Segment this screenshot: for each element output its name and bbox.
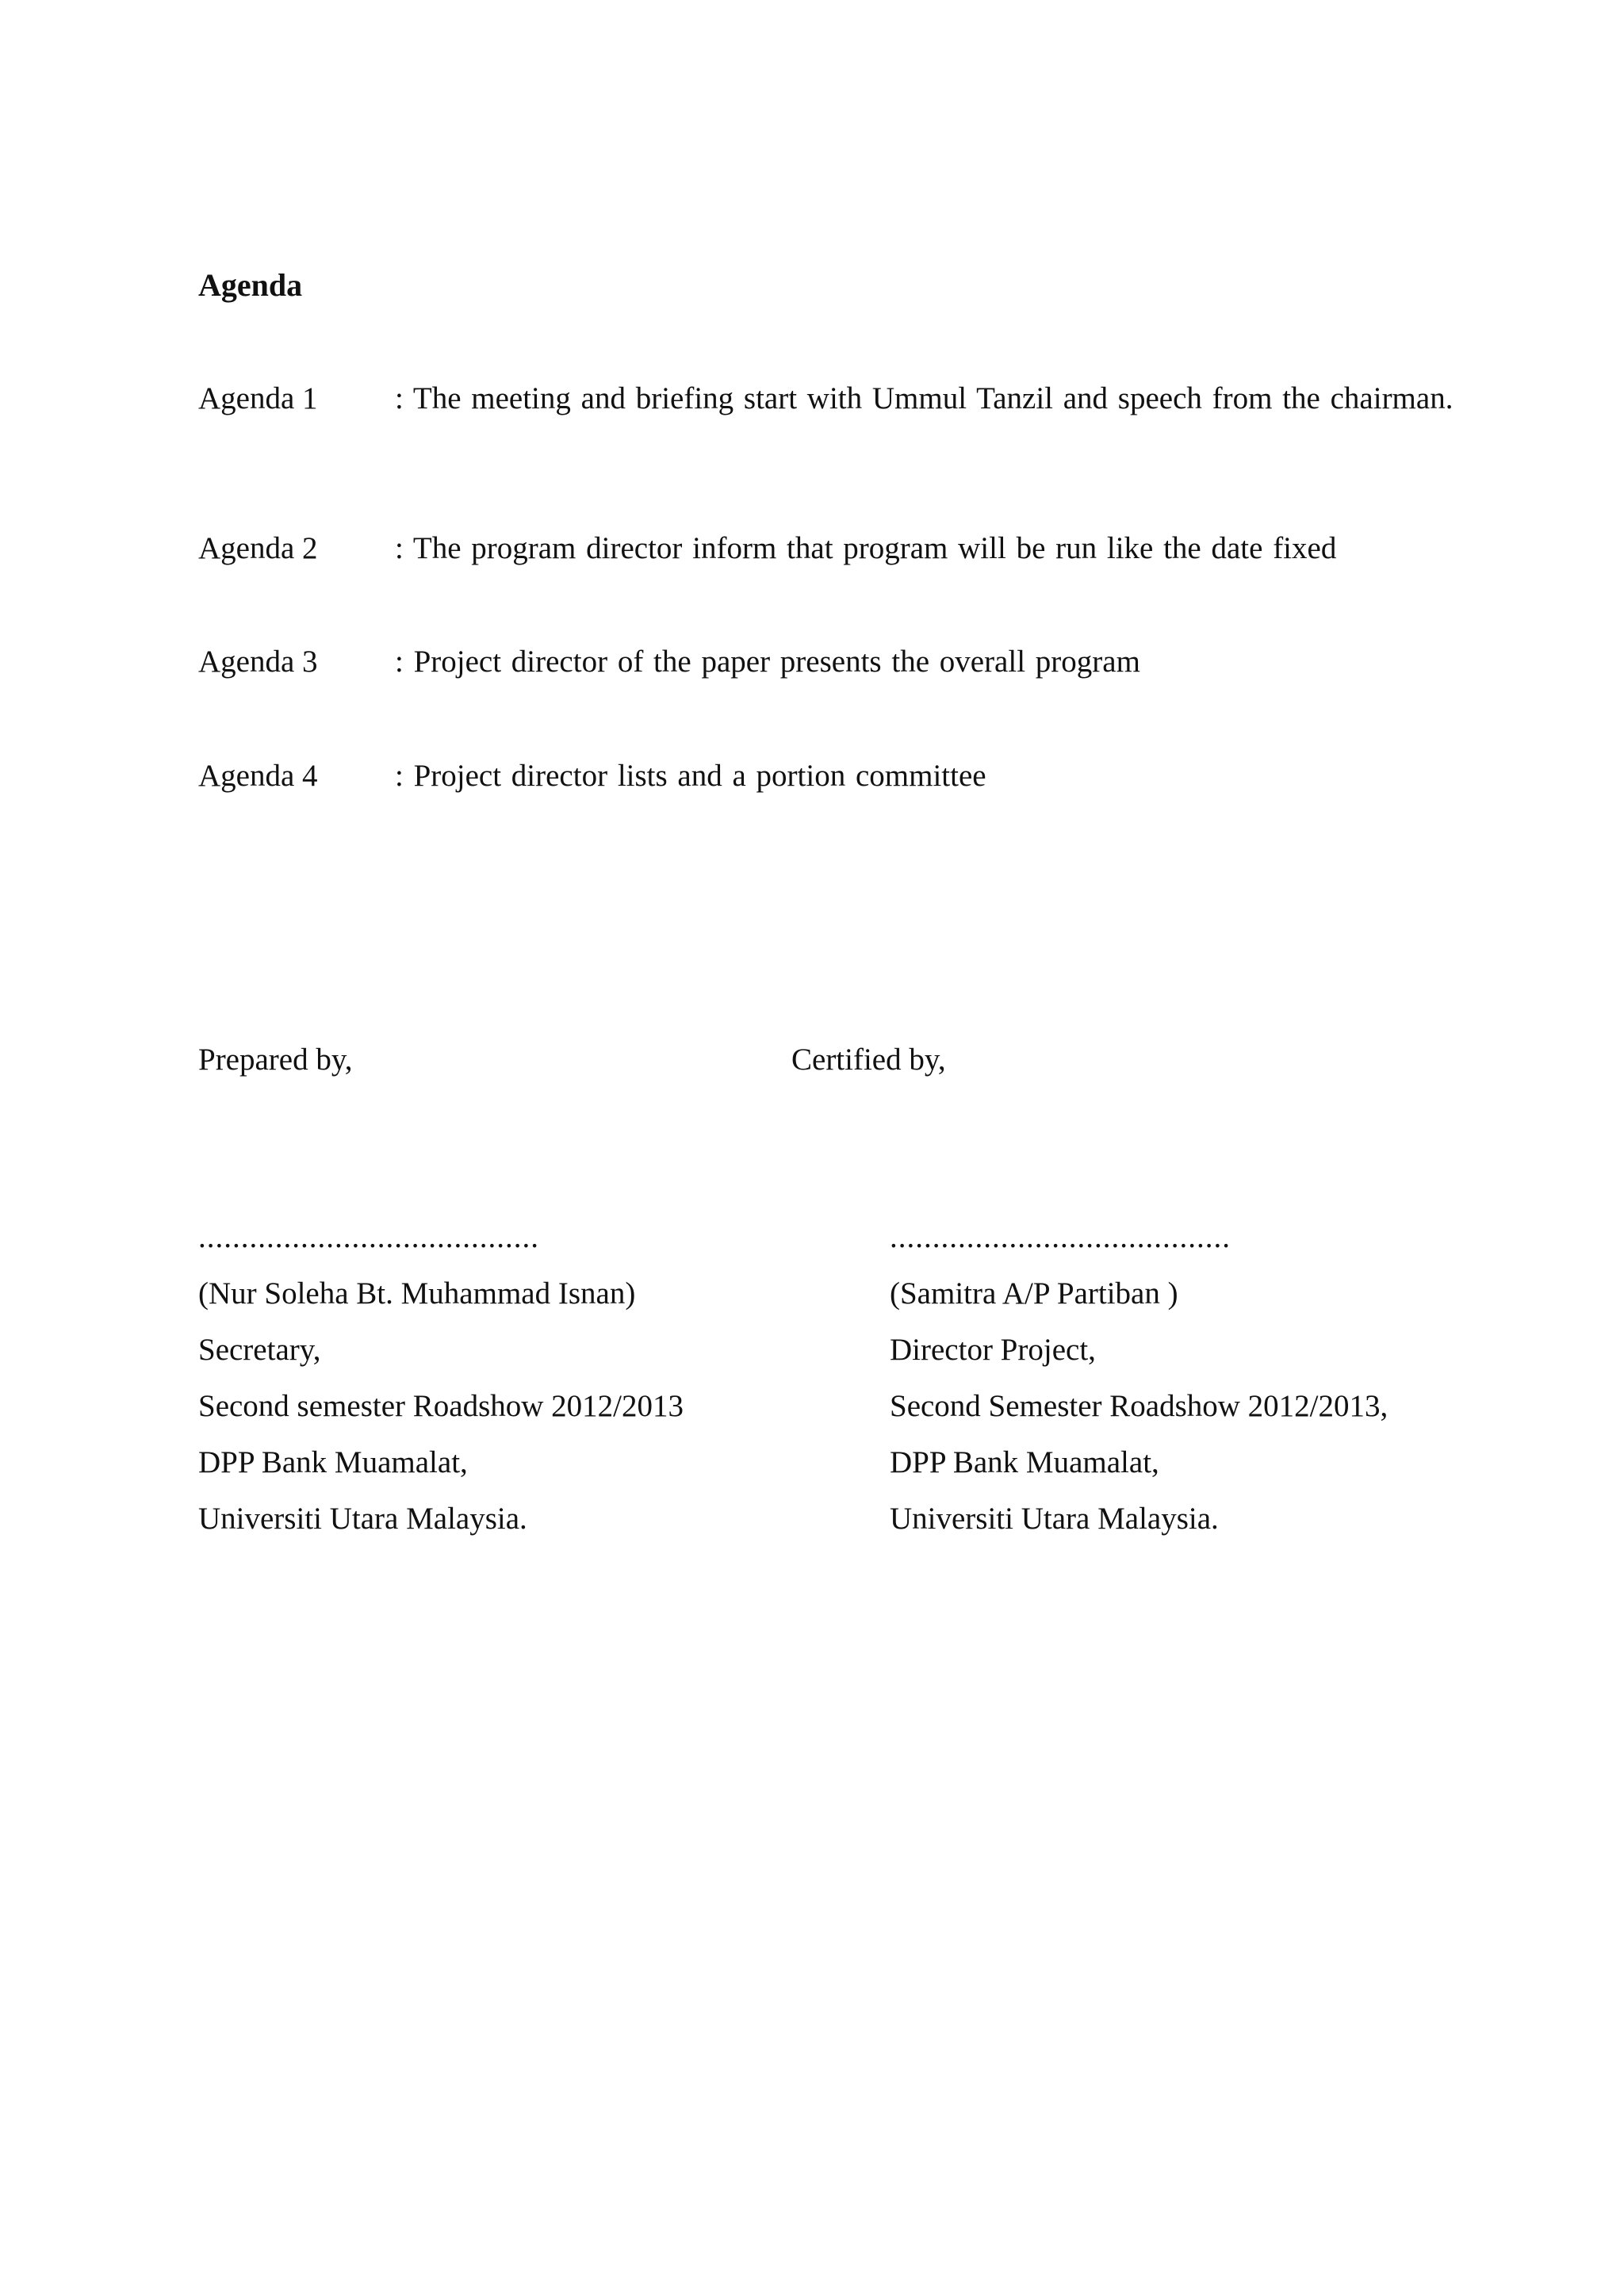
signer-organization: DPP Bank Muamalat, [198, 1445, 468, 1479]
page-title: Agenda [198, 267, 303, 303]
signer-role: Director Project, [890, 1333, 1096, 1367]
signer-organization: DPP Bank Muamalat, [890, 1445, 1159, 1479]
agenda-label: Agenda 4 [198, 759, 318, 793]
agenda-text: : Project director lists and a portion committee [395, 759, 986, 793]
signer-university: Universiti Utara Malaysia. [890, 1502, 1219, 1536]
signature-block-left [198, 1209, 684, 1547]
agenda-label: Agenda 3 [198, 645, 318, 679]
agenda-label: Agenda 2 [198, 531, 318, 565]
prepared-by-label: Prepared by, [198, 1043, 353, 1077]
signer-role: Secretary, [198, 1333, 321, 1367]
signature-line: ........................................ [890, 1220, 1231, 1254]
agenda-text: : The meeting and briefing start with Ummul Tanzil and speech from the chairman. [395, 381, 1454, 415]
signer-university: Universiti Utara Malaysia. [198, 1502, 527, 1536]
agenda-text: : Project director of the paper presents the overall program [395, 645, 1140, 679]
signer-name: (Nur Soleha Bt. Muhammad Isnan) [198, 1276, 636, 1311]
signature-line: ........................................ [198, 1220, 539, 1254]
agenda-text: : The program director inform that program will be run like the date fixed [395, 531, 1337, 565]
signer-event: Second Semester Roadshow 2012/2013, [890, 1389, 1388, 1423]
signature-block-right [890, 1209, 1388, 1547]
agenda-label: Agenda 1 [198, 381, 318, 415]
certified-by-label: Certified by, [791, 1043, 946, 1077]
signer-event: Second semester Roadshow 2012/2013 [198, 1389, 684, 1423]
signer-name: (Samitra A/P Partiban ) [890, 1276, 1178, 1311]
